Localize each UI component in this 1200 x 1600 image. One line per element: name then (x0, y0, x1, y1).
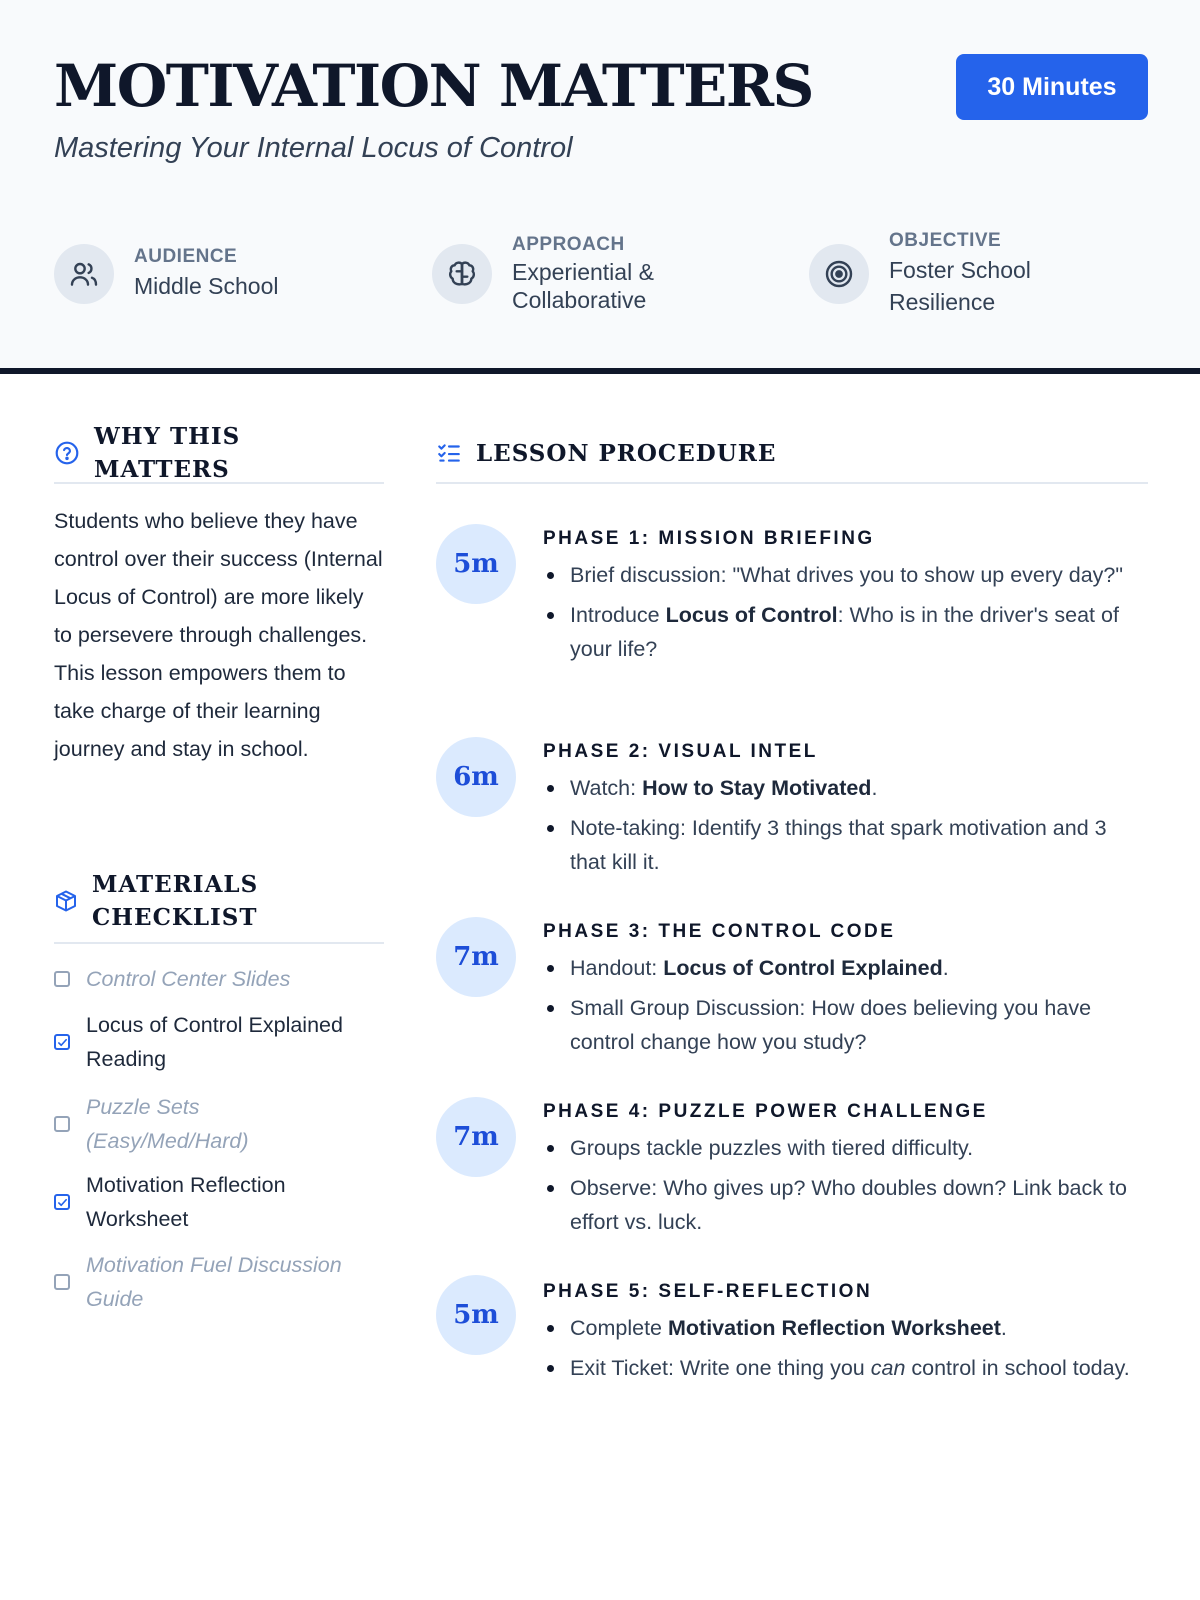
section-title: MATERIALS CHECKLIST (92, 871, 259, 931)
checklist-item[interactable] (54, 1248, 384, 1316)
phase-title: PHASE 5: SELF-REFLECTION (543, 1281, 873, 1302)
phase-bullet: Observe: Who gives up? Who doubles down? Link back to effort vs. luck. (543, 1171, 1143, 1239)
phase-bullet-list (543, 1311, 1143, 1391)
phase-bullet: Note-taking: Identify 3 things that spark motivation and 3 that kill it. (543, 811, 1143, 879)
page-subtitle: Mastering Your Internal Locus of Control (54, 132, 573, 164)
checkbox-icon[interactable] (54, 1274, 70, 1290)
lesson-header (0, 0, 1200, 374)
meta-value: Foster School Resilience (889, 257, 1031, 315)
phase-bullet-list (543, 558, 1143, 672)
phase-bullet-list (543, 951, 1143, 1065)
phase-time-badge: 7m (436, 917, 516, 997)
phase-time-badge: 6m (436, 737, 516, 817)
checklist-item[interactable] (54, 1168, 384, 1236)
why-paragraph: Students who believe they have control over their success (Internal Locus of Control) are more likely to persevere through challenges. This lesson empowers them to take charge of their learning journey and stay in school. (54, 509, 383, 761)
checklist-item[interactable] (54, 1008, 384, 1076)
checkbox-checked-icon[interactable] (54, 1194, 70, 1210)
phase-bullet: Exit Ticket: Write one thing you can control in school today. (543, 1351, 1143, 1385)
meta-audience (54, 226, 334, 322)
phase-title: PHASE 1: MISSION BRIEFING (543, 528, 875, 549)
phase-bullet: Watch: How to Stay Motivated. (543, 771, 1143, 805)
phase-bullet: Brief discussion: "What drives you to show up every day?" (543, 558, 1143, 592)
phase-title: PHASE 2: VISUAL INTEL (543, 741, 818, 762)
meta-label: OBJECTIVE (889, 230, 1002, 251)
phase-bullet: Complete Motivation Reflection Worksheet. (543, 1311, 1143, 1345)
meta-approach (432, 226, 692, 322)
phase-time-badge: 5m (436, 524, 516, 604)
checklist-item[interactable] (54, 1090, 384, 1158)
checklist-item-label: Puzzle Sets (Easy/Med/Hard) (86, 1095, 249, 1153)
phase-bullet: Groups tackle puzzles with tiered difficulty. (543, 1131, 1143, 1165)
phase-bullet: Handout: Locus of Control Explained. (543, 951, 1143, 985)
list-checks-icon (436, 440, 462, 466)
checkbox-icon[interactable] (54, 971, 70, 987)
phase-bullet-list (543, 1131, 1143, 1245)
checkbox-checked-icon[interactable] (54, 1034, 70, 1050)
materials-section-header (54, 860, 384, 944)
meta-value: Middle School (134, 273, 279, 299)
phase-title: PHASE 4: PUZZLE POWER CHALLENGE (543, 1101, 988, 1122)
meta-label: APPROACH (512, 234, 625, 255)
section-title: LESSON PROCEDURE (476, 439, 777, 467)
phase-time-badge: 5m (436, 1275, 516, 1355)
meta-label: AUDIENCE (134, 246, 238, 267)
why-section-header (54, 424, 384, 484)
checklist-item-label: Motivation Fuel Discussion Guide (86, 1253, 342, 1311)
help-circle-icon (54, 440, 80, 466)
section-title: WHY THIS MATTERS (94, 423, 241, 483)
package-icon (54, 889, 78, 913)
phase-bullet-list (543, 771, 1143, 885)
meta-objective (809, 226, 1059, 322)
procedure-section-header (436, 424, 1148, 484)
phase-bullet: Introduce Locus of Control: Who is in the driver's seat of your life? (543, 598, 1143, 666)
target-icon (809, 244, 869, 304)
checklist-item-label: Locus of Control Explained Reading (86, 1013, 343, 1071)
checklist-item[interactable] (54, 962, 384, 996)
phase-time-badge: 7m (436, 1097, 516, 1177)
brain-icon (432, 244, 492, 304)
page-title: MOTIVATION MATTERS (54, 52, 813, 120)
checklist-item-label: Control Center Slides (86, 967, 291, 991)
phase-title: PHASE 3: THE CONTROL CODE (543, 921, 896, 942)
checklist-item-label: Motivation Reflection Worksheet (86, 1173, 286, 1231)
duration-badge: 30 Minutes (956, 54, 1148, 120)
meta-value: Experiential & Collaborative (512, 259, 654, 313)
phase-bullet: Small Group Discussion: How does believing you have control change how you study? (543, 991, 1143, 1059)
users-icon (54, 244, 114, 304)
checkbox-icon[interactable] (54, 1116, 70, 1132)
